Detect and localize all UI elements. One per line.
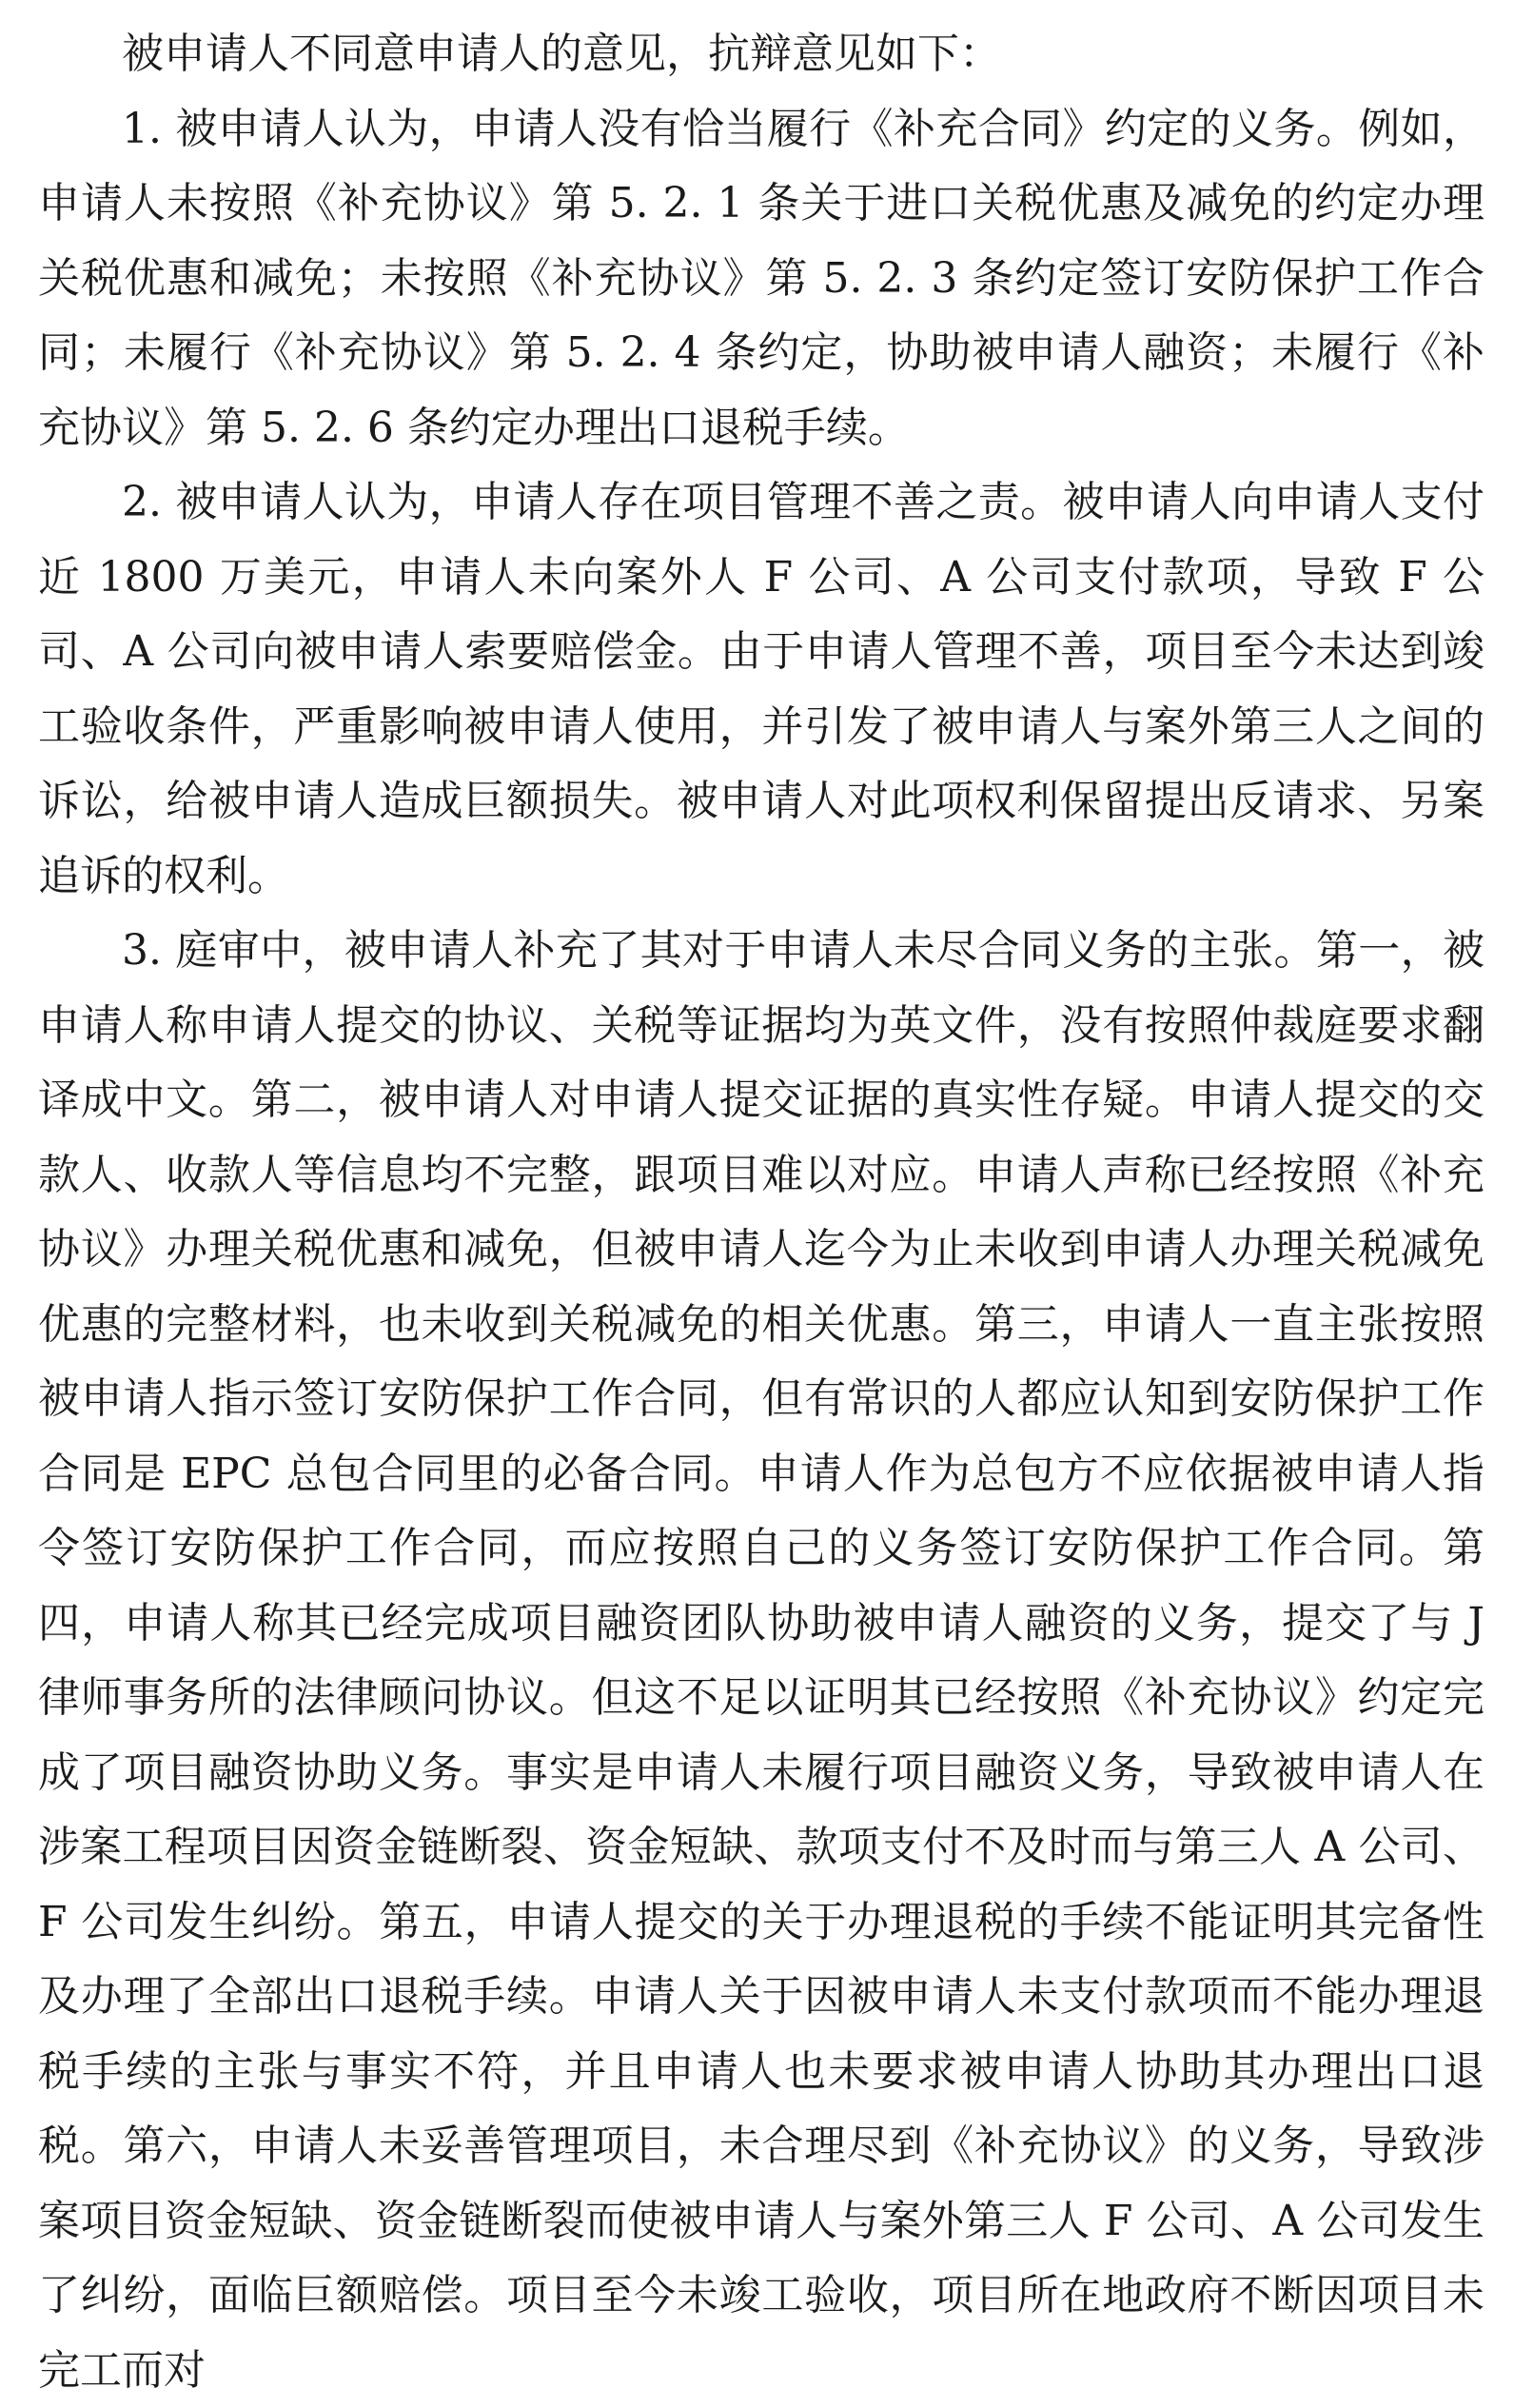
document-body [38, 17, 1485, 2408]
paragraph-2: 2. 被申请人认为，申请人存在项目管理不善之责。被申请人向申请人支付近 1800 万美元，申请人未向案外人 F 公司、A 公司支付款项，导致 F 公司、A 公司向被申请人索要赔偿金。由于申请人管理不善，项目至今未达到竣工验收条件，严重影响被申请人使用，并引发了被申请人与案外第三人之间的诉讼，给被申请人造成巨额损失。被申请人对此项权利保留提出反请求、另案追诉的权利。 [38, 478, 1485, 900]
paragraph-1: 1. 被申请人认为，申请人没有恰当履行《补充合同》约定的义务。例如，申请人未按照《补充协议》第 5. 2. 1 条关于进口关税优惠及减免的约定办理关税优惠和减免；未按照《补充协议》第 5. 2. 3 条约定签订安防保护工作合同；未履行《补充协议》第 5. 2. 4 条约定，协助被申请人融资；未履行《补充协议》第 5. 2. 6 条约定办理出口退税手续。 [38, 104, 1485, 452]
paragraph-3: 3. 庭审中，被申请人补充了其对于申请人未尽合同义务的主张。第一，被申请人称申请人提交的协议、关税等证据均为英文件，没有按照仲裁庭要求翻译成中文。第二，被申请人对申请人提交证据的真实性存疑。申请人提交的交款人、收款人等信息均不完整，跟项目难以对应。申请人声称已经按照《补充协议》办理关税优惠和减免，但被申请人迄今为止未收到申请人办理关税减免优惠的完整材料，也未收到关税减免的相关优惠。第三，申请人一直主张按照被申请人指示签订安防保护工作合同，但有常识的人都应认知到安防保护工作合同是 EPC 总包合同里的必备合同。申请人作为总包方不应依据被申请人指令签订安防保护工作合同，而应按照自己的义务签订安防保护工作合同。第四，申请人称其已经完成项目融资团队协助被申请人融资的义务，提交了与 J 律师事务所的法律顾问协议。但这不足以证明其已经按照《补充协议》约定完成了项目融资协助义务。事实是申请人未履行项目融资义务，导致被申请人在涉案工程项目因资金链断裂、资金短缺、款项支付不及时而与第三人 A 公司、F 公司发生纠纷。第五，申请人提交的关于办理退税的手续不能证明其完备性及办理了全部出口退税手续。申请人关于因被申请人未支付款项而不能办理退税手续的主张与事实不符，并且申请人也未要求被申请人协助其办理出口退税。第六，申请人未妥善管理项目，未合理尽到《补充协议》的义务，导致涉案项目资金短缺、资金链断裂而使被申请人与案外第三人 F 公司、A 公司发生了纠纷，面临巨额赔偿。项目至今未竣工验收，项目所在地政府不断因项目未完工而对 [38, 926, 1485, 2395]
intro-paragraph: 被申请人不同意申请人的意见，抗辩意见如下： [122, 30, 1001, 78]
